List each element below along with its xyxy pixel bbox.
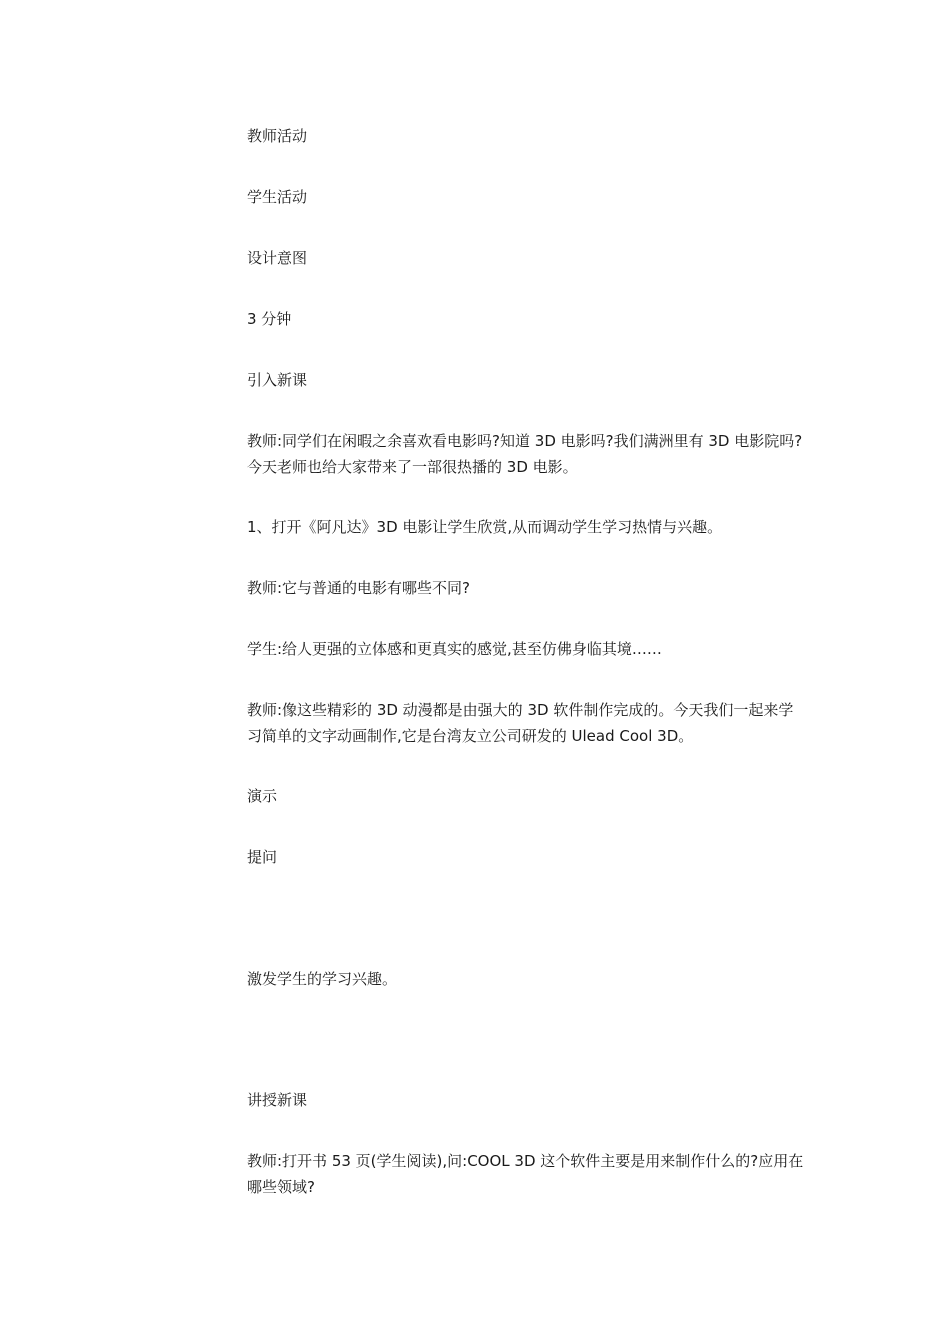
paragraph-teacher-open-book: 教师:打开书 53 页(学生阅读),问:COOL 3D 这个软件主要是用来制作什么的?应用在哪些领域? <box>247 1152 804 1196</box>
paragraph-duration: 3 分钟 <box>247 310 292 328</box>
paragraph-teach-new-lesson: 讲授新课 <box>247 1091 308 1109</box>
paragraph-teacher-activity-heading: 教师活动 <box>247 127 308 145</box>
paragraph-teacher-question-difference: 教师:它与普通的电影有哪些不同? <box>247 579 471 597</box>
paragraph-teacher-intro-cool3d: 教师:像这些精彩的 3D 动漫都是由强大的 3D 软件制作完成的。今天我们一起来学习简单的文字动画制作,它是台湾友立公司研发的 Ulead Cool 3D。 <box>247 701 794 745</box>
paragraph-demonstration: 演示 <box>247 787 278 805</box>
paragraph-student-activity-heading: 学生活动 <box>247 188 308 206</box>
paragraph-design-intent-heading: 设计意图 <box>247 249 308 267</box>
paragraph-teacher-question-3d-movie: 教师:同学们在闲暇之余喜欢看电影吗?知道 3D 电影吗?我们满洲里有 3D 电影院吗?今天老师也给大家带来了一部很热播的 3D 电影。 <box>247 432 803 476</box>
paragraph-design-intent-interest: 激发学生的学习兴趣。 <box>247 970 398 988</box>
paragraph-questioning: 提问 <box>247 848 278 866</box>
paragraph-intro-new-lesson: 引入新课 <box>247 371 308 389</box>
paragraph-student-answer: 学生:给人更强的立体感和更真实的感觉,甚至仿佛身临其境…… <box>247 640 662 658</box>
paragraph-avatar-step: 1、打开《阿凡达》3D 电影让学生欣赏,从而调动学生学习热情与兴趣。 <box>247 518 723 536</box>
